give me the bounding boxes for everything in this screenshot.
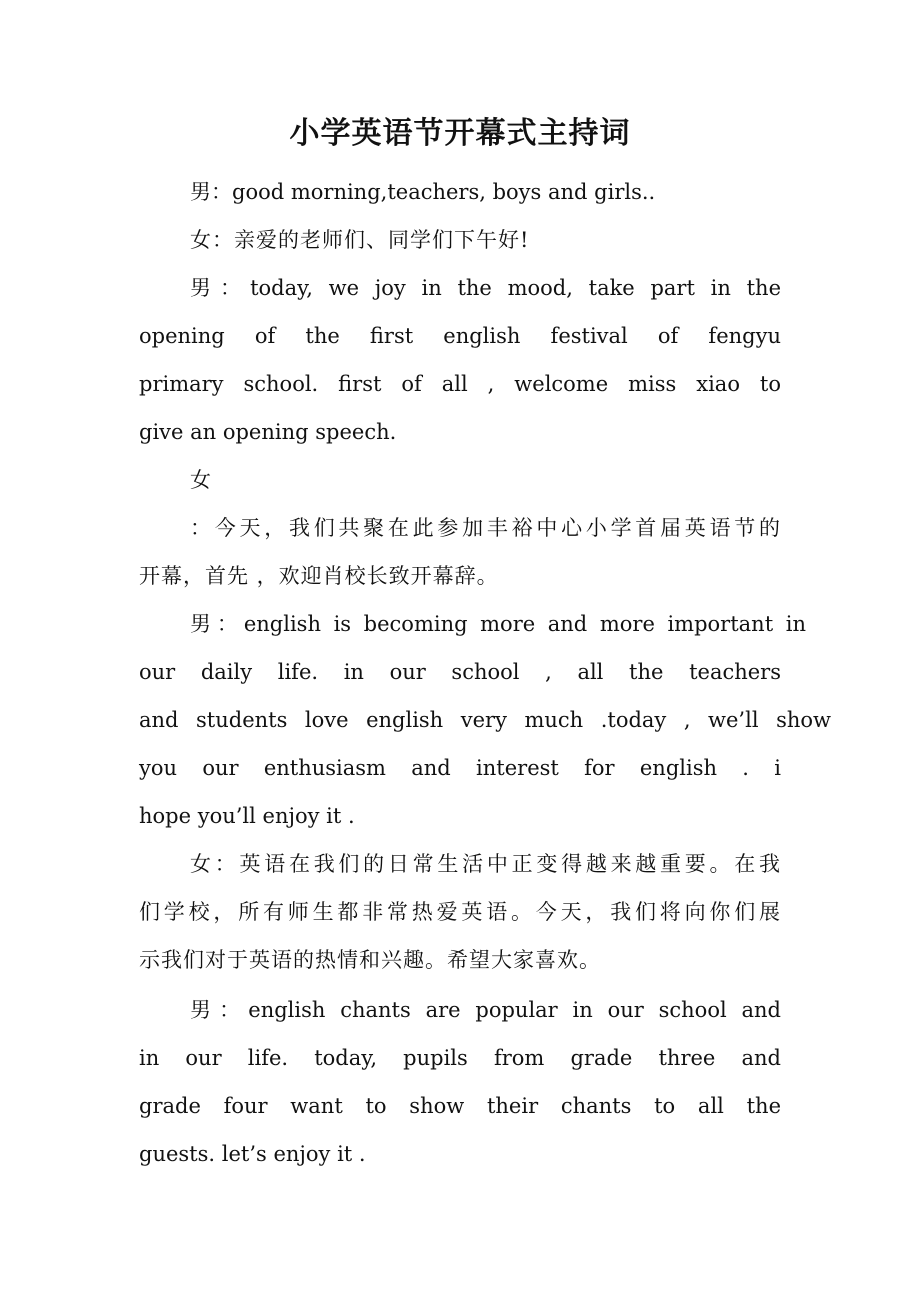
paragraph-line: 男：good morning,teachers, boys and girls.. <box>190 180 656 204</box>
paragraph-line: grade four want to show their chants to all the <box>139 1094 781 1118</box>
paragraph-line: 女：亲爱的老师们、同学们下午好! <box>190 228 530 252</box>
paragraph-line: guests. let’s enjoy it . <box>139 1142 366 1166</box>
paragraph-line: 开幕，首先 ，欢迎肖校长致开幕辞。 <box>139 564 499 588</box>
paragraph-line: our daily life. in our school , all the teachers <box>139 660 781 684</box>
paragraph-line: give an opening speech. <box>139 420 397 444</box>
paragraph-line: opening of the first english festival of fengyu <box>139 324 781 348</box>
paragraph-line: and students love english very much .today , we’ll show <box>139 708 831 732</box>
paragraph-line: 男：english chants are popular in our school and <box>190 998 781 1022</box>
paragraph-line: 男：english is becoming more and more important in <box>190 612 806 636</box>
paragraph-line: 男：today, we joy in the mood, take part in the <box>190 276 781 300</box>
paragraph-line: hope you’ll enjoy it . <box>139 804 355 828</box>
paragraph-line: in our life. today, pupils from grade three and <box>139 1046 781 1070</box>
paragraph-line: ：今天，我们共聚在此参加丰裕中心小学首届英语节的 <box>190 516 781 540</box>
paragraph-line: primary school. first of all , welcome miss xiao to <box>139 372 781 396</box>
paragraph-line: 女 <box>190 468 211 492</box>
paragraph-line: 示我们对于英语的热情和兴趣。希望大家喜欢。 <box>139 948 601 972</box>
page-title: 小学英语节开幕式主持词 <box>289 116 631 151</box>
paragraph-line: 女：英语在我们的日常生活中正变得越来越重要。在我 <box>190 852 781 876</box>
paragraph-line: you our enthusiasm and interest for english . i <box>139 756 781 780</box>
paragraph-line: 们学校，所有师生都非常热爱英语。今天，我们将向你们展 <box>139 900 781 924</box>
